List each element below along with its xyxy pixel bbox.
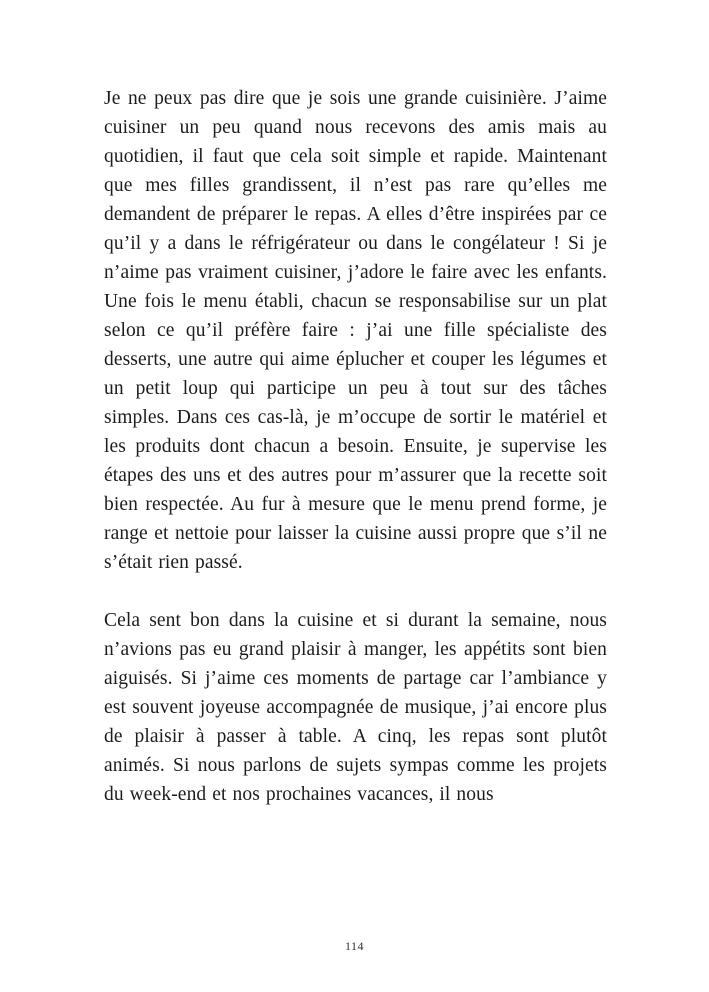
text-block (104, 84, 607, 838)
paragraph: Je ne peux pas dire que je sois une grande cuisinière. J’aime cuisiner un peu quand nous recevons des amis mais au quotidien, il faut que cela soit simple et rapide. Maintenant que mes filles grandissent, il n’est pas rare qu’elles me demandent de préparer le repas. A elles d’être inspirées par ce qu’il y a dans le réfrigérateur ou dans le congélateur ! Si je n’aime pas vraiment cuisiner, j’adore le faire avec les enfants. Une fois le menu établi, chacun se responsabilise sur un plat selon ce qu’il préfère faire : j’ai une fille spécialiste des desserts, une autre qui aime éplucher et couper les légumes et un petit loup qui participe un peu à tout sur des tâches simples. Dans ces cas-là, je m’occupe de sortir le matériel et les produits dont chacun a besoin. Ensuite, je supervise les étapes des uns et des autres pour m’assurer que la recette soit bien respectée. Au fur à mesure que le menu prend forme, je range et nettoie pour laisser la cuisine aussi propre que s’il ne s’était rien passé. (104, 88, 607, 573)
page-number: 114 (344, 939, 365, 953)
paragraph: Cela sent bon dans la cuisine et si durant la semaine, nous n’avions pas eu grand plaisir à manger, les appétits sont bien aiguisés. Si j’aime ces moments de partage car l’ambiance y est souvent joyeuse accompagnée de musique, j’ai encore plus de plaisir à passer à table. A cinq, les repas sont plutôt animés. Si nous parlons de sujets sympas comme les projets du week-end et nos prochaines vacances, il nous (104, 610, 607, 805)
